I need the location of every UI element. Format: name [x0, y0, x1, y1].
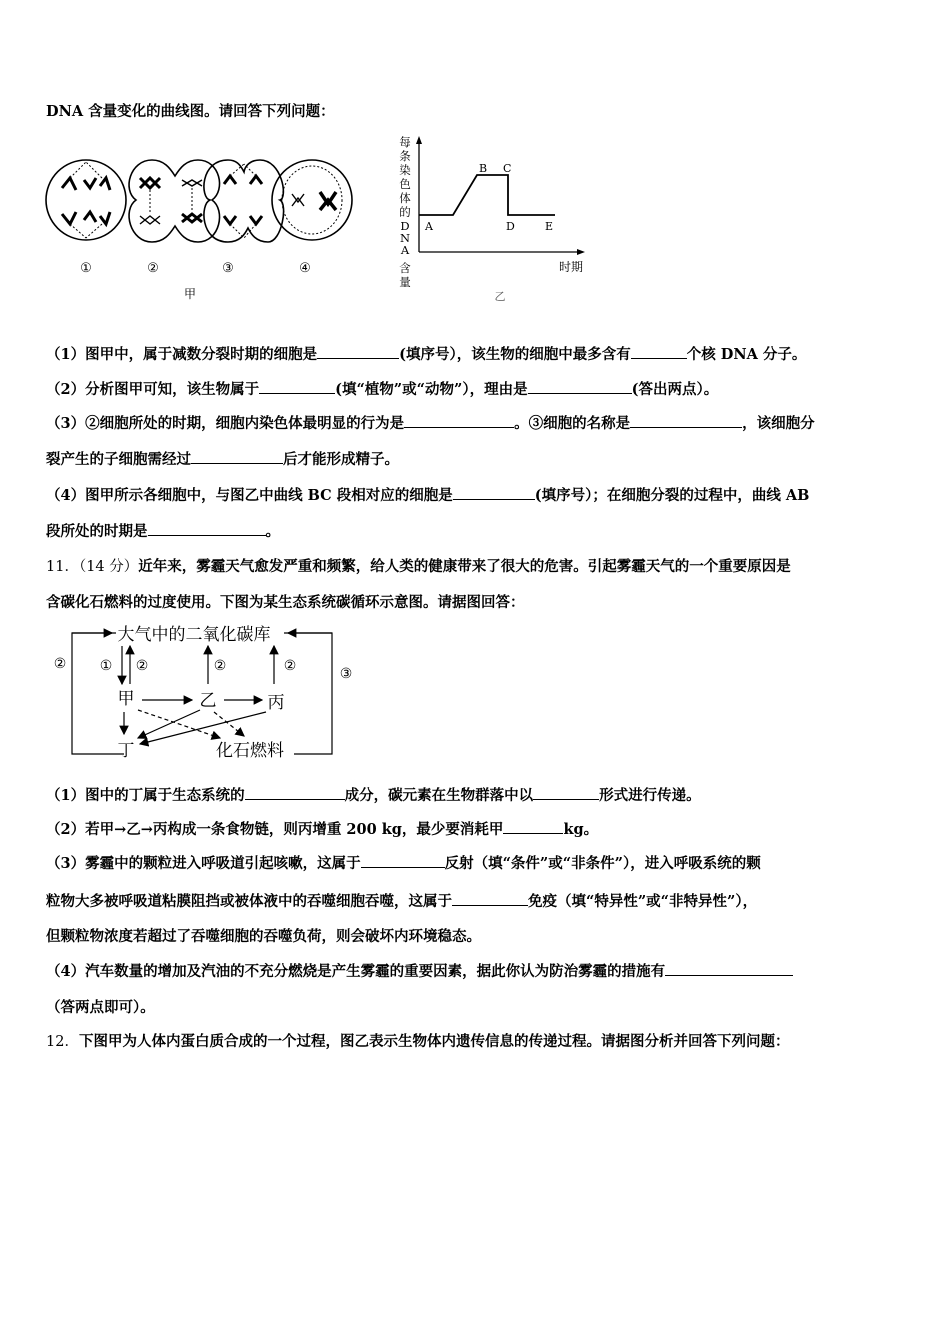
q10-part4-cont: 段所处的时期是 。: [46, 523, 280, 540]
q11-stem-line1: 11．（14 分）近年来，雾霾天气愈发严重和频繁，给人类的健康带来了很大的危害。引起雾霾天气的一个重要原因是: [46, 558, 791, 575]
intro-line: DNA 含量变化的曲线图。请回答下列问题：: [46, 103, 335, 120]
q10-part4: （4）图甲所示各细胞中，与图乙中曲线 BC 段相对应的细胞是 (填序号）；在细胞分裂的过程中，曲线 AB: [46, 487, 810, 504]
label-c2-bing: ②: [283, 658, 297, 674]
node-bing: 丙: [267, 693, 285, 713]
cell-label-2: ②: [147, 261, 159, 276]
svg-text:每: 每: [399, 135, 411, 149]
cell-label-1: ①: [80, 261, 92, 276]
q10-part2: （2）分析图甲可知，该生物属于 (填“植物”或“动物”），理由是 (答出两点）。: [46, 381, 719, 398]
cell-1-drawing: [46, 160, 126, 240]
svg-text:A: A: [400, 243, 410, 257]
point-d: D: [506, 220, 515, 233]
label-c3: ③: [339, 666, 353, 682]
node-ding: 丁: [117, 741, 135, 761]
cell-2-drawing: [129, 160, 219, 242]
figure-jia-caption: 甲: [183, 287, 197, 301]
svg-text:染: 染: [399, 163, 411, 177]
q11-part4: （4）汽车数量的增加及汽油的不充分燃烧是产生雾霾的重要因素，据此你认为防治雾霾的措施有: [46, 961, 793, 982]
svg-text:D: D: [400, 219, 410, 233]
point-c: C: [503, 162, 512, 175]
yi-xlabel: 时期: [559, 260, 584, 274]
point-e: E: [545, 220, 554, 233]
svg-text:N: N: [399, 231, 411, 245]
cell-4-drawing: [272, 160, 352, 240]
cell-label-4: ④: [299, 261, 311, 276]
svg-text:体: 体: [399, 191, 411, 205]
figure-yi-caption: 乙: [494, 290, 506, 303]
label-c2-yi: ②: [213, 658, 227, 674]
cell-label-3: ③: [222, 261, 234, 276]
node-yi: 乙: [199, 691, 217, 711]
co2-pool-label: 大气中的二氧化碳库: [117, 625, 271, 645]
svg-text:的: 的: [399, 205, 411, 219]
q11-stem-line2: 含碳化石燃料的过度使用。下图为某生态系统碳循环示意图。请据图回答：: [46, 594, 525, 611]
q11-part3-cont2: 但颗粒物浓度若超过了吞噬细胞的吞噬负荷，则会破坏内环境稳态。: [46, 928, 481, 945]
point-b: B: [479, 162, 488, 175]
figure-yi: [395, 132, 595, 307]
carbon-cycle-diagram: [44, 620, 364, 762]
figure-jia: [40, 150, 360, 310]
svg-text:色: 色: [399, 177, 411, 191]
q11-part1: （1）图中的丁属于生态系统的 成分，碳元素在生物群落中以 形式进行传递。: [46, 787, 701, 804]
q11-part2: （2）若甲→乙→丙构成一条食物链，则丙增重 200 kg，最少要消耗甲 kg。: [46, 821, 599, 838]
q10-part3: （3）②细胞所处的时期，细胞内染色体最明显的行为是 。③细胞的名称是 ，该细胞分: [46, 415, 815, 432]
q11-part3-cont1: 粒物大多被呼吸道粘膜阻挡或被体液中的吞噬细胞吞噬，这属于 免疫（填“特异性”或“非特异性”），: [46, 893, 758, 910]
q11-part4-cont: （答两点即可）。: [46, 999, 155, 1016]
label-c2-left: ②: [53, 656, 67, 672]
svg-text:含: 含: [399, 261, 411, 275]
label-c1: ①: [99, 658, 113, 674]
q10-part3-cont: 裂产生的子细胞需经过 后才能形成精子。: [46, 451, 399, 468]
point-a: A: [425, 220, 433, 233]
q12-stem: 12．下图甲为人体内蛋白质合成的一个过程，图乙表示生物体内遗传信息的传递过程。请据图分析并回答下列问题：: [46, 1033, 790, 1050]
yi-ylabel: [399, 135, 411, 289]
node-jia: 甲: [117, 689, 135, 709]
q11-part3: （3）雾霾中的颗粒进入呼吸道引起咳嗽，这属于 反射（填“条件”或“非条件”），进入呼吸系统的颗: [46, 855, 761, 872]
q10-part1: （1）图甲中，属于减数分裂时期的细胞是 (填序号），该生物的细胞中最多含有 个核 DNA 分子。: [46, 346, 807, 363]
node-fossil: 化石燃料: [216, 741, 284, 761]
svg-text:量: 量: [399, 275, 411, 289]
yi-curve: [419, 175, 555, 215]
label-c2-jia: ②: [135, 658, 149, 674]
svg-text:条: 条: [399, 149, 411, 163]
